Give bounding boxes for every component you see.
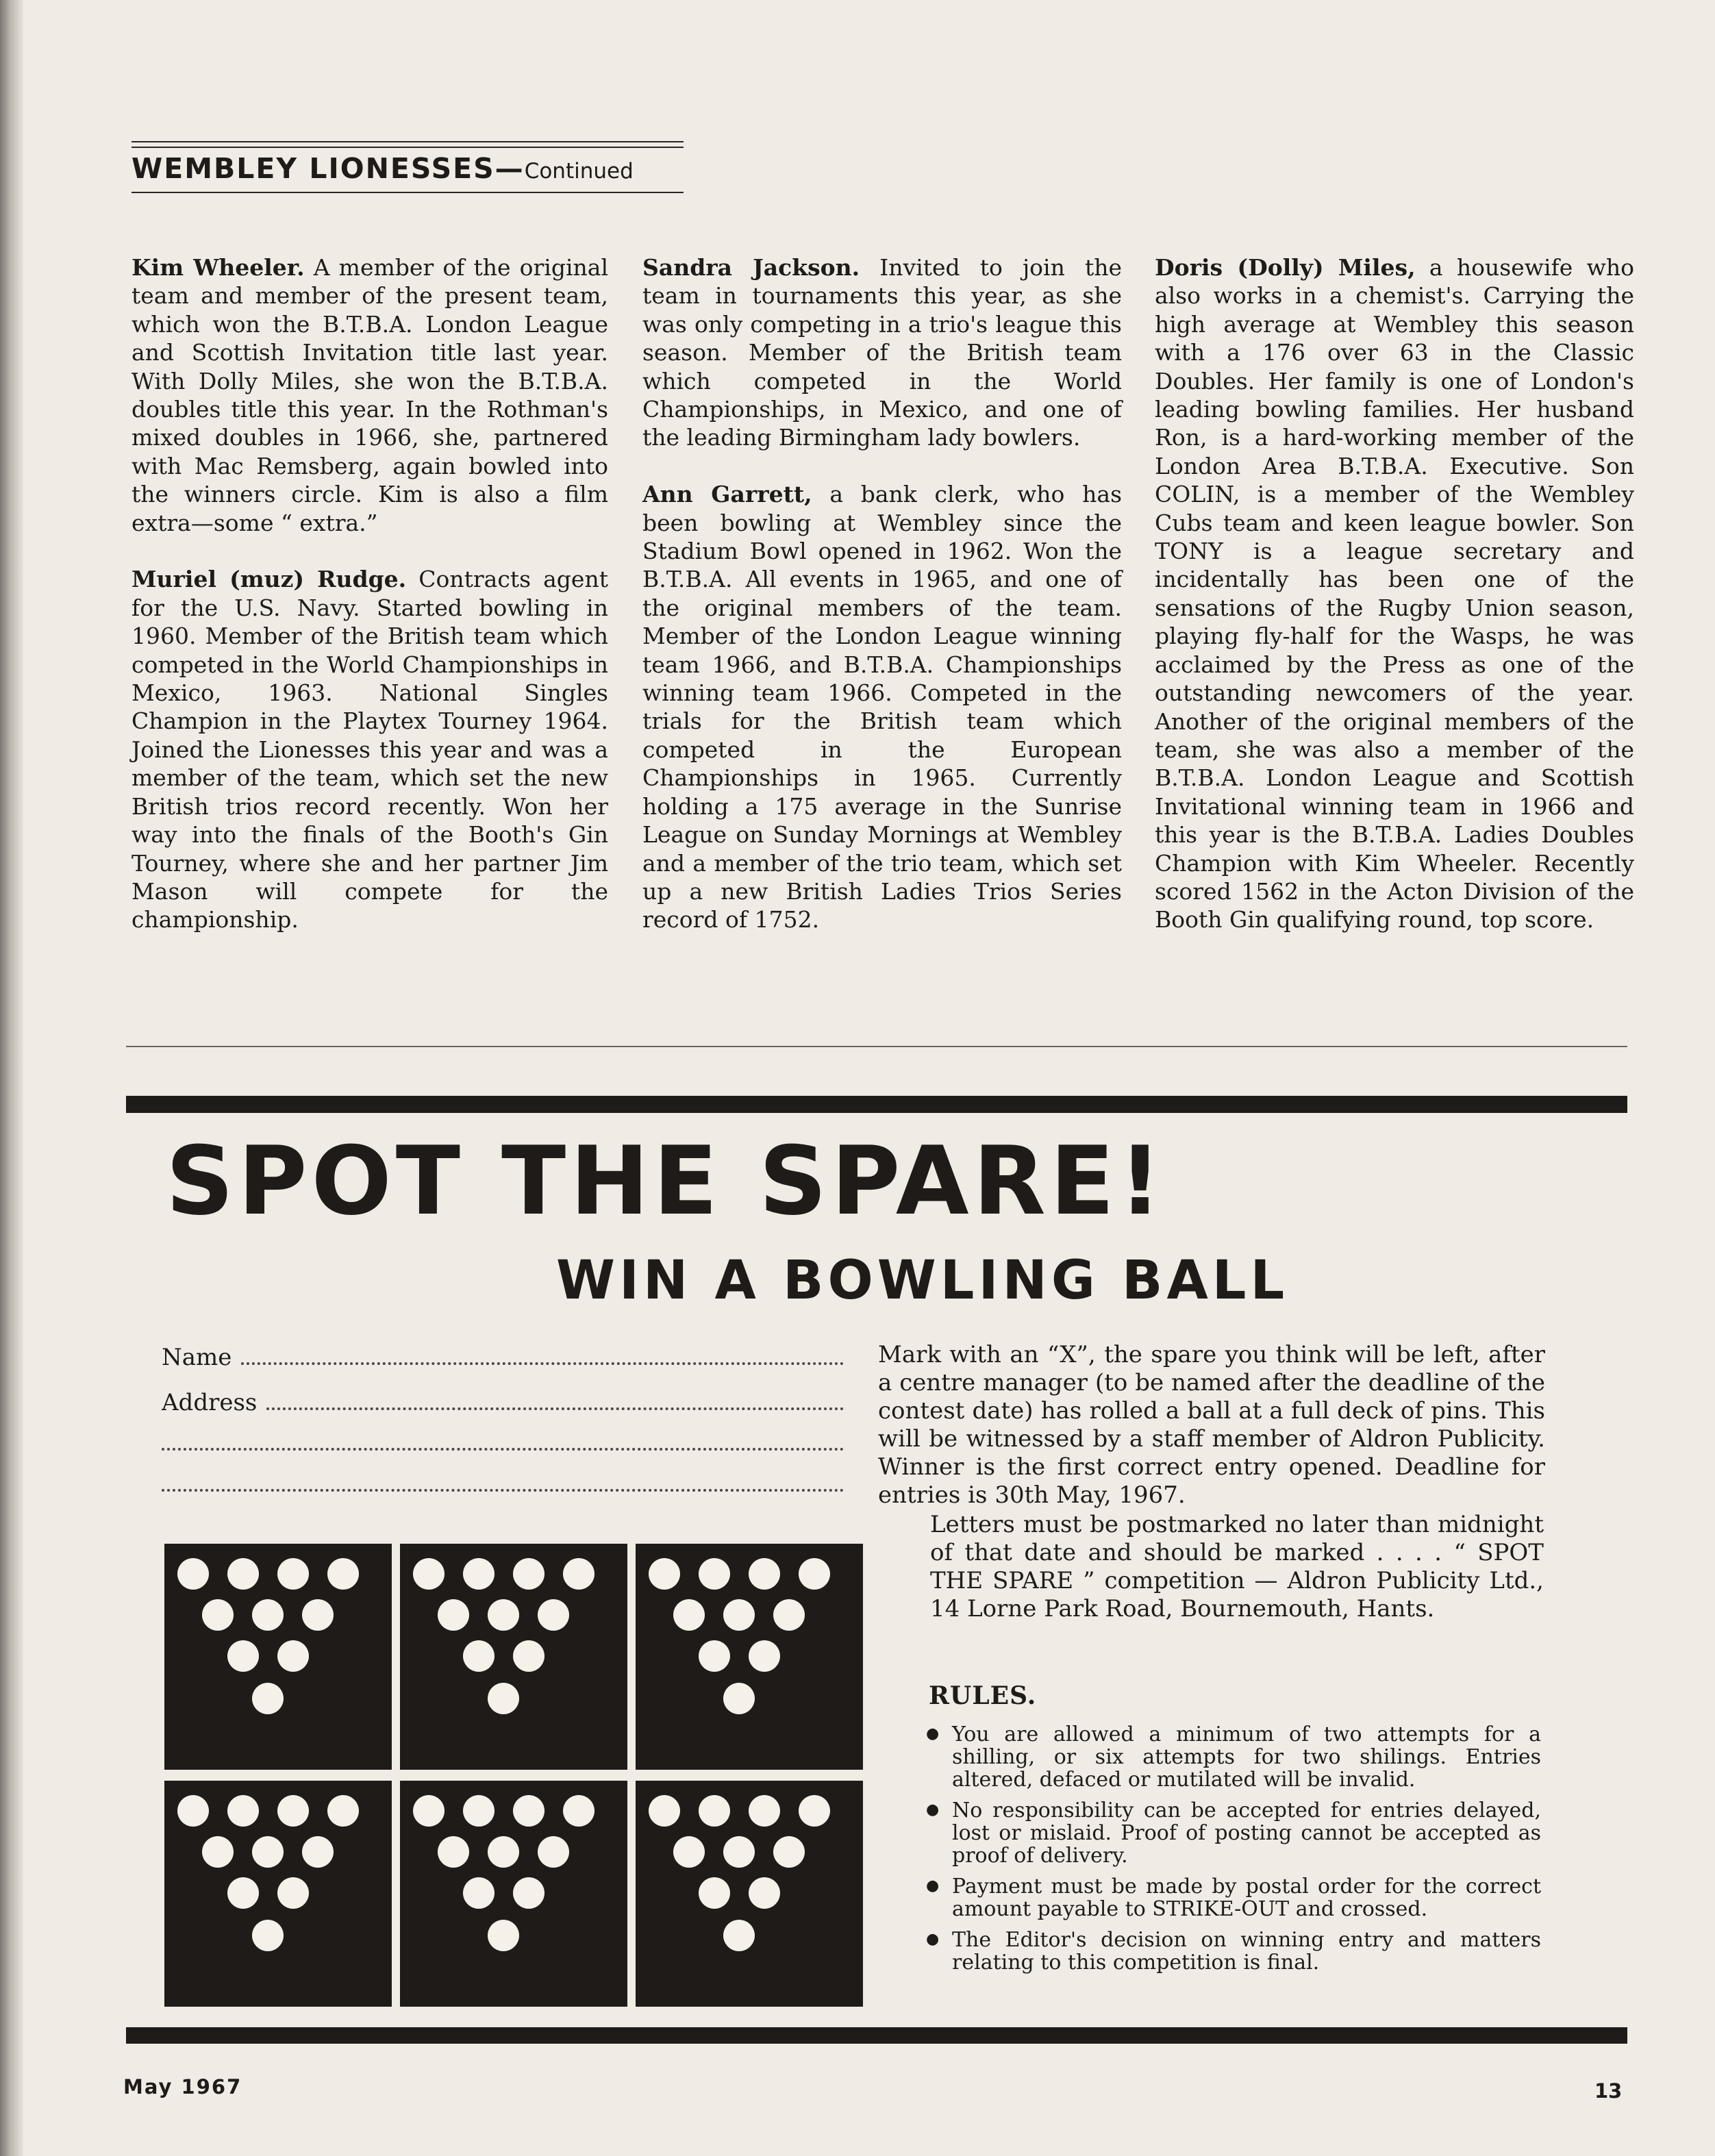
bowling-pin-icon[interactable] — [749, 1558, 780, 1590]
bullet-icon: ● — [926, 1877, 940, 1894]
bio-name: Ann Garrett, — [642, 481, 812, 508]
bowling-pin-icon[interactable] — [463, 1877, 495, 1909]
bio-text: A member of the original team and member of the present team, which won the B.T.B.A. London League and Scottish Invitation title last year. With Dolly Miles, she won the B.T.B.A. doubles title this year. In the Rothman's mixed doubles in 1966, she, partnered with Mac Remsberg, again bowled into the winners circle. Kim is also a film extra—some “ extra.” — [132, 254, 608, 536]
pin-rack-box[interactable] — [400, 1544, 627, 1770]
bowling-pin-icon[interactable] — [327, 1795, 359, 1827]
bowling-pin-icon[interactable] — [513, 1558, 544, 1590]
bowling-pin-icon[interactable] — [413, 1795, 445, 1827]
bowling-pin-icon[interactable] — [799, 1795, 830, 1827]
contest-bottom-band — [126, 2027, 1627, 2044]
bowling-pin-icon[interactable] — [252, 1599, 284, 1631]
bowling-pin-icon[interactable] — [463, 1558, 495, 1590]
bio-text: Contracts agent for the U.S. Navy. Started bowling in 1960. Member of the British team which competed in the World Championships in Mexico, 1963. National Singles Champion in the Playtex Tourney 1964. Joined the Lionesses this year and was a member of the team, which set the new British trios record recently. Won her way into the finals of the Booth's Gin Tourney, where she and her partner Jim Mason will compete for the championship. — [132, 566, 608, 933]
bullet-icon: ● — [926, 1931, 940, 1948]
name-write-line[interactable] — [241, 1349, 844, 1365]
bio-text: a bank clerk, who has been bowling at Wembley since the Stadium Bowl opened in 1962. Won the B.T.B.A. All events in 1965, and one of the original members of the team. Member of the London League winning team 1966, and B.T.B.A. Championships winning team 1966. Competed in the trials for the British team which competed in the European Championships in 1965. Currently holding a 175 average in the Sunrise League on Sunday Mornings at Wembley and a member of the trio team, which set up a new British Ladies Trios Series record of 1752. — [642, 481, 1122, 933]
bowling-pin-icon[interactable] — [277, 1558, 309, 1590]
bowling-pin-icon[interactable] — [302, 1836, 334, 1868]
bio-doris-miles — [1155, 253, 1634, 934]
bullet-icon: ● — [926, 1801, 940, 1818]
rules-list — [925, 1723, 1541, 1982]
pin-rack-box[interactable] — [400, 1781, 627, 2007]
pin-rack-box[interactable] — [164, 1781, 392, 2007]
bowling-pin-icon[interactable] — [563, 1558, 594, 1590]
bowling-pin-icon[interactable] — [252, 1683, 284, 1714]
bowling-pin-icon[interactable] — [438, 1836, 469, 1868]
bowling-pin-icon[interactable] — [723, 1920, 755, 1951]
bio-sandra-jackson — [642, 253, 1122, 452]
bio-ann-garrett — [642, 480, 1122, 934]
section-title — [132, 148, 684, 192]
article-column-3 — [1155, 253, 1634, 962]
address-write-line[interactable] — [162, 1475, 844, 1492]
bio-name: Doris (Dolly) Miles, — [1155, 254, 1416, 281]
bowling-pin-icon[interactable] — [513, 1640, 544, 1672]
bio-text: Invited to join the team in tournaments this year, as she was only competing in a trio's league this season. Member of the British team which competed in the World Championships, in Mexico, and one of the leading Birmingham lady bowlers. — [642, 254, 1122, 451]
bowling-pin-icon[interactable] — [749, 1877, 780, 1909]
bowling-pin-icon[interactable] — [749, 1795, 780, 1827]
bowling-pin-icon[interactable] — [227, 1795, 259, 1827]
rule-item — [925, 1875, 1541, 1920]
bowling-pin-icon[interactable] — [513, 1877, 544, 1909]
page-binding-edge — [0, 0, 23, 2156]
header-rule — [132, 192, 684, 193]
bowling-pin-icon[interactable] — [202, 1836, 234, 1868]
bowling-pin-icon[interactable] — [177, 1558, 209, 1590]
rule-item — [925, 1723, 1541, 1791]
address-label: Address — [162, 1389, 258, 1416]
article-column-2 — [642, 253, 1122, 962]
bowling-pin-icon[interactable] — [699, 1640, 730, 1672]
bowling-pin-icon[interactable] — [563, 1795, 594, 1827]
address-line-2[interactable] — [162, 1434, 844, 1451]
address-line-3[interactable] — [162, 1475, 844, 1492]
bowling-pin-icon[interactable] — [463, 1640, 495, 1672]
bowling-pin-icon[interactable] — [538, 1599, 569, 1631]
contest-instructions: Mark with an “X”, the spare you think will be left, after a centre manager (to be named after the deadline of the contest date) has rolled a ball at a full deck of pins. This will be witnessed by a staff member of Aldron Publicity. Winner is the first correct entry opened. Deadline for entries is 30th May, 1967. — [878, 1341, 1545, 1509]
address-write-line[interactable] — [162, 1434, 844, 1451]
bowling-pin-icon[interactable] — [438, 1599, 469, 1631]
bio-text: a housewife who also works in a chemist's. Carrying the high average at Wembley this season with a 176 over 63 in the Classic Doubles. Her family is one of London's leading bowling families. Her husband Ron, is a hard-working member of the London Area B.T.B.A. Executive. Son COLIN, is a member of the Wembley Cubs team and keen league bowler. Son TONY is a league secretary and incidentally has been one of the sensations of the Rugby Union season, playing fly-half for the Wasps, he was acclaimed by the Press as one of the outstanding newcomers of the year. Another of the original members of the team, she was also a member of the B.T.B.A. London League and Scottish Invitational winning team in 1966 and this year is the B.T.B.A. Ladies Doubles Champion with Kim Wheeler. Recently scored 1562 in the Acton Division of the Booth Gin qualifying round, top score. — [1155, 254, 1634, 933]
bowling-pin-icon[interactable] — [773, 1836, 805, 1868]
bowling-pin-icon[interactable] — [699, 1558, 730, 1590]
bio-name: Muriel (muz) Rudge. — [132, 566, 407, 593]
bowling-pin-icon[interactable] — [413, 1558, 445, 1590]
bowling-pin-icon[interactable] — [252, 1836, 284, 1868]
bowling-pin-icon[interactable] — [277, 1877, 309, 1909]
pin-rack-box[interactable] — [636, 1781, 863, 2007]
bowling-pin-icon[interactable] — [302, 1599, 334, 1631]
bowling-pin-icon[interactable] — [773, 1599, 805, 1631]
section-header — [132, 141, 684, 193]
bowling-pin-icon[interactable] — [327, 1558, 359, 1590]
rule-text: No responsibility can be accepted for entries delayed, lost or mislaid. Proof of posting cannot be accepted as proof of delivery. — [952, 1798, 1541, 1868]
bowling-pin-icon[interactable] — [177, 1795, 209, 1827]
bio-muriel-rudge — [132, 565, 608, 933]
section-divider — [126, 1046, 1627, 1047]
article-column-1 — [132, 253, 608, 962]
mailing-instructions: Letters must be postmarked no later than midnight of that date and should be marked . . . . “ SPOT THE SPARE ” competition — Aldron Publicity Ltd., 14 Lorne Park Road, Bournemouth, Hants. — [930, 1511, 1544, 1622]
bowling-pin-icon[interactable] — [649, 1795, 680, 1827]
bowling-pin-icon[interactable] — [463, 1795, 495, 1827]
rule-text: Payment must be made by postal order for the correct amount payable to STRIKE-OUT and crossed. — [952, 1875, 1541, 1921]
issue-date: May 1967 — [123, 2075, 242, 2098]
bio-name: Sandra Jackson. — [642, 254, 860, 281]
bowling-pin-icon[interactable] — [227, 1877, 259, 1909]
section-title-main: WEMBLEY LIONESSES— — [132, 152, 525, 185]
rule-item — [925, 1929, 1541, 1974]
bowling-pin-icon[interactable] — [723, 1836, 755, 1868]
bowling-pin-icon[interactable] — [488, 1836, 519, 1868]
address-field[interactable] — [162, 1389, 844, 1416]
contest-title: SPOT THE SPARE! — [166, 1126, 1166, 1236]
bowling-pin-icon[interactable] — [513, 1795, 544, 1827]
bowling-pin-icon[interactable] — [538, 1836, 569, 1868]
address-write-line[interactable] — [266, 1394, 844, 1410]
bowling-pin-icon[interactable] — [252, 1920, 284, 1951]
bio-kim-wheeler — [132, 253, 608, 537]
section-title-suffix: Continued — [524, 159, 634, 184]
name-label: Name — [162, 1344, 232, 1371]
bowling-pin-icon[interactable] — [799, 1558, 830, 1590]
pin-rack-box[interactable] — [636, 1544, 863, 1770]
rule-text: The Editor's decision on winning entry and matters relating to this competition is final. — [952, 1928, 1541, 1975]
bowling-pin-icon[interactable] — [202, 1599, 234, 1631]
rule-text: You are allowed a minimum of two attempts for a shilling, or six attempts for two shilings. Entries altered, defaced or mutilated will be invalid. — [952, 1722, 1541, 1792]
bio-name: Kim Wheeler. — [132, 254, 305, 281]
bullet-icon: ● — [926, 1725, 940, 1742]
bowling-pin-icon[interactable] — [488, 1920, 519, 1951]
pin-rack-box[interactable] — [164, 1544, 392, 1770]
bowling-pin-icon[interactable] — [488, 1683, 519, 1714]
contest-top-band — [126, 1096, 1627, 1113]
bowling-pin-icon[interactable] — [749, 1640, 780, 1672]
bowling-pin-icon[interactable] — [649, 1558, 680, 1590]
bowling-pin-icon[interactable] — [673, 1599, 705, 1631]
bowling-pin-icon[interactable] — [699, 1795, 730, 1827]
contest-subtitle: WIN A BOWLING BALL — [556, 1250, 1289, 1312]
bowling-pin-icon[interactable] — [723, 1599, 755, 1631]
pin-rack-grid — [164, 1544, 863, 2011]
rule-item — [925, 1799, 1541, 1867]
rules-heading: RULES. — [929, 1681, 1037, 1710]
bowling-pin-icon[interactable] — [227, 1640, 259, 1672]
bowling-pin-icon[interactable] — [488, 1599, 519, 1631]
bowling-pin-icon[interactable] — [723, 1683, 755, 1714]
page-number: 13 — [1594, 2079, 1623, 2103]
bowling-pin-icon[interactable] — [277, 1640, 309, 1672]
bowling-pin-icon[interactable] — [673, 1836, 705, 1868]
bowling-pin-icon[interactable] — [227, 1558, 259, 1590]
bowling-pin-icon[interactable] — [699, 1877, 730, 1909]
name-field[interactable] — [162, 1344, 844, 1371]
bowling-pin-icon[interactable] — [277, 1795, 309, 1827]
